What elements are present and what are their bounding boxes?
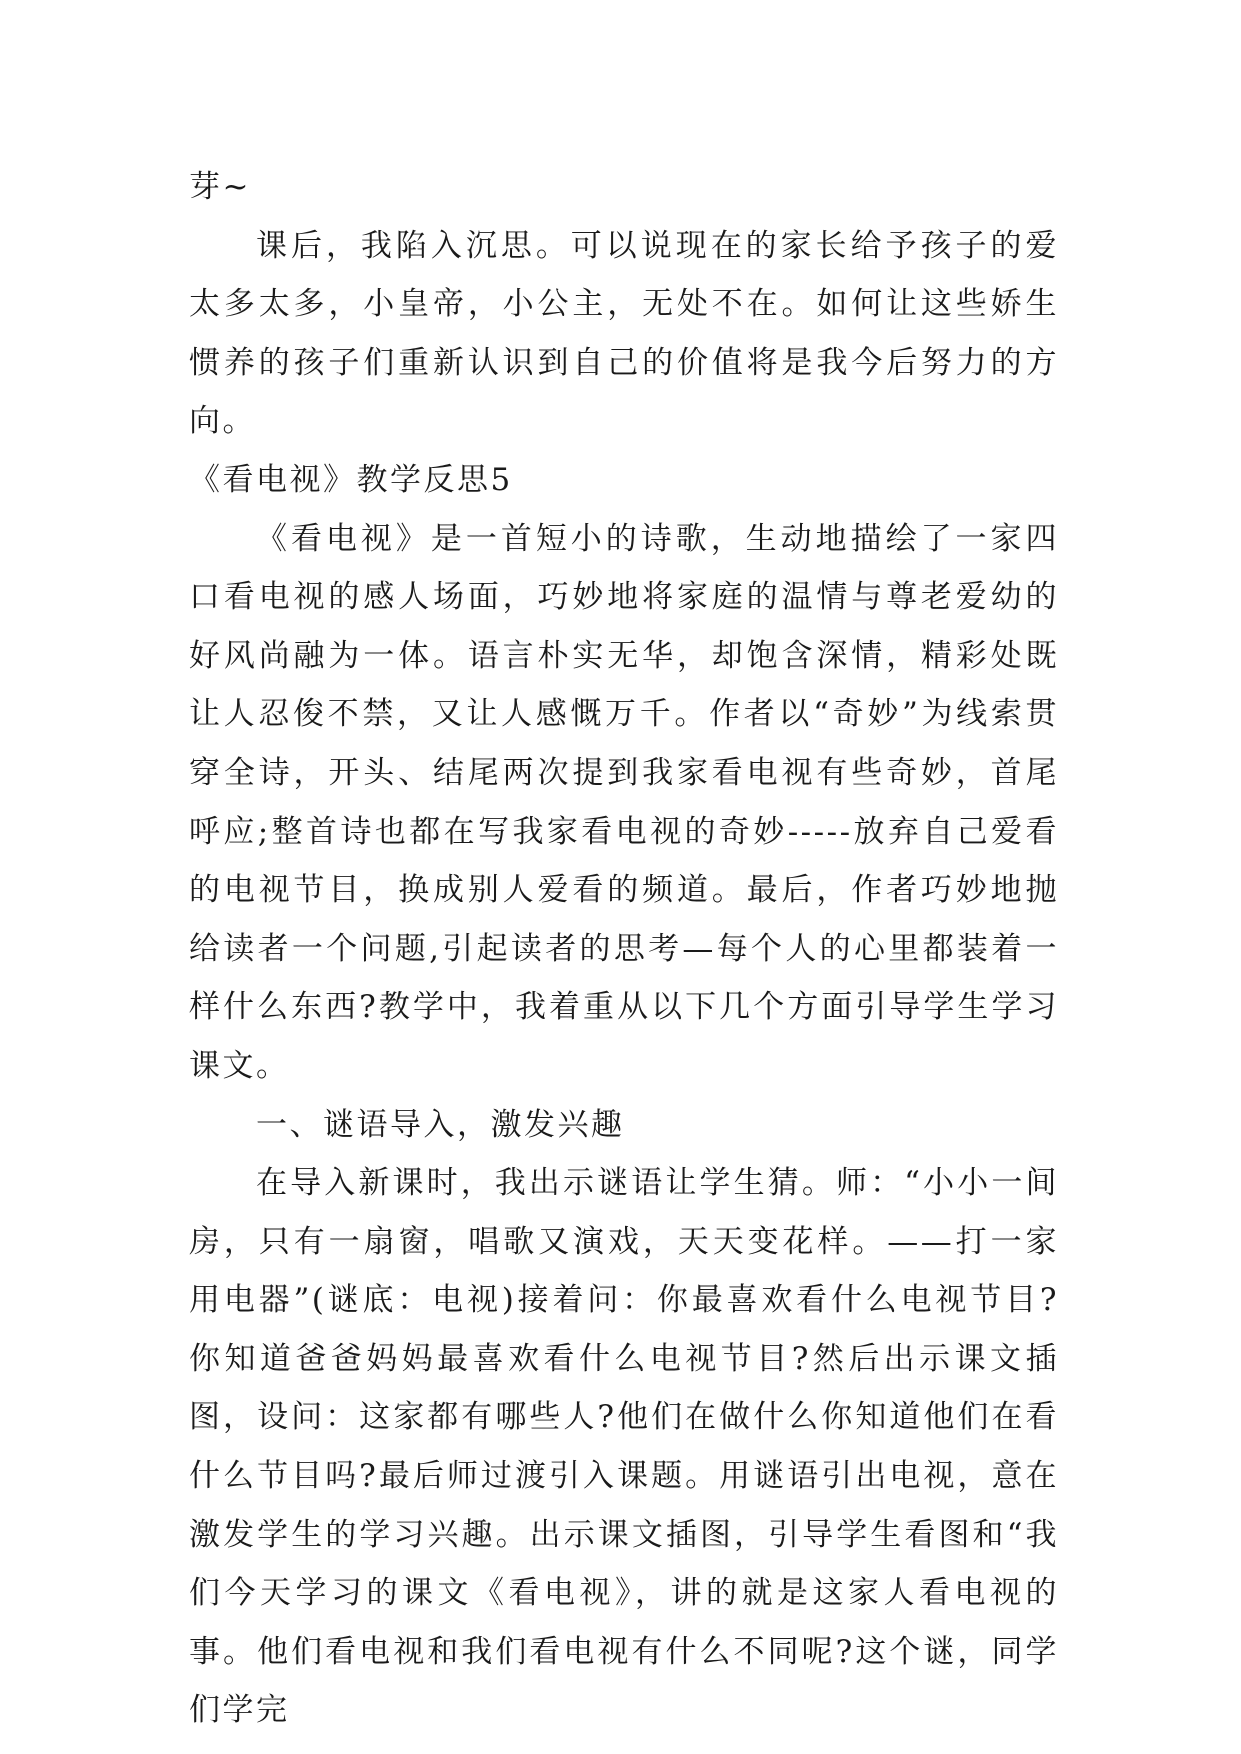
section-title: 《看电视》教学反思5	[189, 461, 513, 498]
document-body	[189, 158, 1059, 1740]
paragraph-reflection: 课后，我陷入沉思。可以说现在的家长给予孩子的爱太多太多，小皇帝，小公主，无处不在。如何让这些娇生惯养的孩子们重新认识到自己的价值将是我今后努力的方向。	[189, 227, 1059, 440]
subheading-riddle: 一、谜语导入，激发兴趣	[256, 1106, 625, 1143]
paragraph-riddle: 在导入新课时，我出示谜语让学生猜。师：“小小一间房，只有一扇窗，唱歌又演戏，天天变花样。——打一家用电器”(谜底：电视)接着问：你最喜欢看什么电视节目?你知道爸爸妈妈最喜欢看什么电视节目?然后出示课文插图，设问：这家都有哪些人?他们在做什么你知道他们在看什么节目吗?最后师过渡引入课题。用谜语引出电视，意在激发学生的学习兴趣。出示课文插图，引导学生看图和“我们今天学习的课文《看电视》，讲的就是这家人看电视的事。他们看电视和我们看电视有什么不同呢?这个谜，同学们学完	[189, 1165, 1059, 1729]
paragraph-continuation: 芽~	[189, 169, 251, 205]
paragraph-intro: 《看电视》是一首短小的诗歌，生动地描绘了一家四口看电视的感人场面，巧妙地将家庭的温情与尊老爱幼的好风尚融为一体。语言朴实无华，却饱含深情，精彩处既让人忍俊不禁，又让人感慨万千。作者以“奇妙”为线索贯穿全诗，开头、结尾两次提到我家看电视有些奇妙，首尾呼应;整首诗也都在写我家看电视的奇妙-----放弃自己爱看的电视节目，换成别人爱看的频道。最后，作者巧妙地抛给读者一个问题,引起读者的思考—每个人的心里都装着一样什么东西?教学中，我着重从以下几个方面引导学生学习课文。	[189, 520, 1059, 1084]
